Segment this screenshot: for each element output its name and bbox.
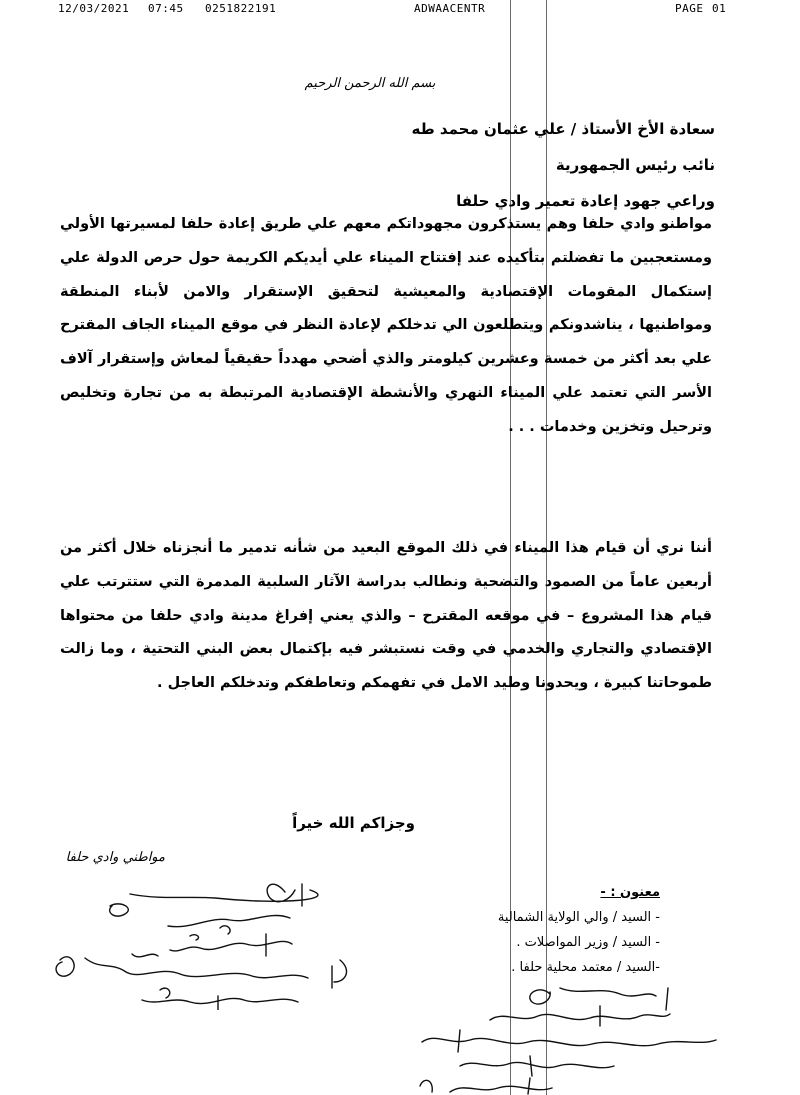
addressee-line: وراعي جهود إعادة تعمير وادي حلفا <box>456 192 715 210</box>
fax-time: 07:45 <box>148 2 184 15</box>
letter-paragraph-2: أننا نري أن قيام هذا الميناء في ذلك الموقع البعيد من شأنه تدمير ما أنجزناه خلال أكثر من أربعين عاماً من الصمود والتضحية ونطالب بدراسة الآثار السلبية المدمرة التي ستترتب علي قيام هذا المشروع – في موقعه المقترح – والذي يعني إفراغ مدينة وادي حلفا من محتواها الإقتصادي والتجاري والخدمي في وقت نستبشر فيه بإكتمال بعض البني التحتية ، وما زالت طموحاتنا كبيرة ، ويحدونا وطيد الامل في تفهمكم وتعاطفكم وتدخلكم العاجل . <box>60 540 712 692</box>
cc-item: - السيد / والي الولاية الشمالية <box>497 910 660 925</box>
fax-number: 0251822191 <box>205 2 277 15</box>
basmala: بسم الله الرحمن الرحيم <box>304 76 436 91</box>
fax-date: 12/03/2021 <box>58 2 130 15</box>
sender-line: مواطني وادي حلفا <box>65 850 165 865</box>
letter-paragraph-1: مواطنو وادي حلفا وهم يستذكرون مجهوداتكم معهم علي طريق إعادة حلفا لمسيرتها الأولي ومستعجبين ما تفضلتم بتأكيده عند إفتتاح الميناء علي أيديكم الكريمة حول حرص الدولة علي إستكمال المقومات الإقتصادية والمعيشية لتحقيق الإستقرار والامن لأبناء المنطقة ومواطنيها ، يناشدونكم ويتطلعون الي تدخلكم لإعادة النظر في موقع الميناء الجاف المقترح علي بعد أكثر من خمسة وعشرين كيلومتر والذي أضحي مهدداً حقيقياً لمعاش وإستقرار آلاف الأسر التي تعتمد علي الميناء النهري والأنشطة الإقتصادية المرتبطة به من تجارة وتخليص وترحيل وتخزين وخدمات . . . <box>60 216 712 435</box>
fax-page-number: 01 <box>712 2 727 15</box>
cc-item: - السيد / وزير المواصلات . <box>516 935 660 950</box>
addressee-line: نائب رئيس الجمهورية <box>555 156 715 174</box>
cc-item: -السيد / معتمد محلية حلفا . <box>511 960 660 975</box>
fax-header <box>0 2 800 18</box>
fax-page-label: PAGE <box>675 2 704 15</box>
closing-line: وجزاكم الله خيراً <box>292 814 415 832</box>
cc-title: معنون : - <box>600 885 660 900</box>
signatures-right <box>400 980 720 1095</box>
fax-sender-id: ADWAACENTR <box>414 2 486 15</box>
addressee-line: سعادة الأخ الأستاذ / علي عثمان محمد طه <box>411 120 715 138</box>
signatures-left <box>40 870 360 1010</box>
